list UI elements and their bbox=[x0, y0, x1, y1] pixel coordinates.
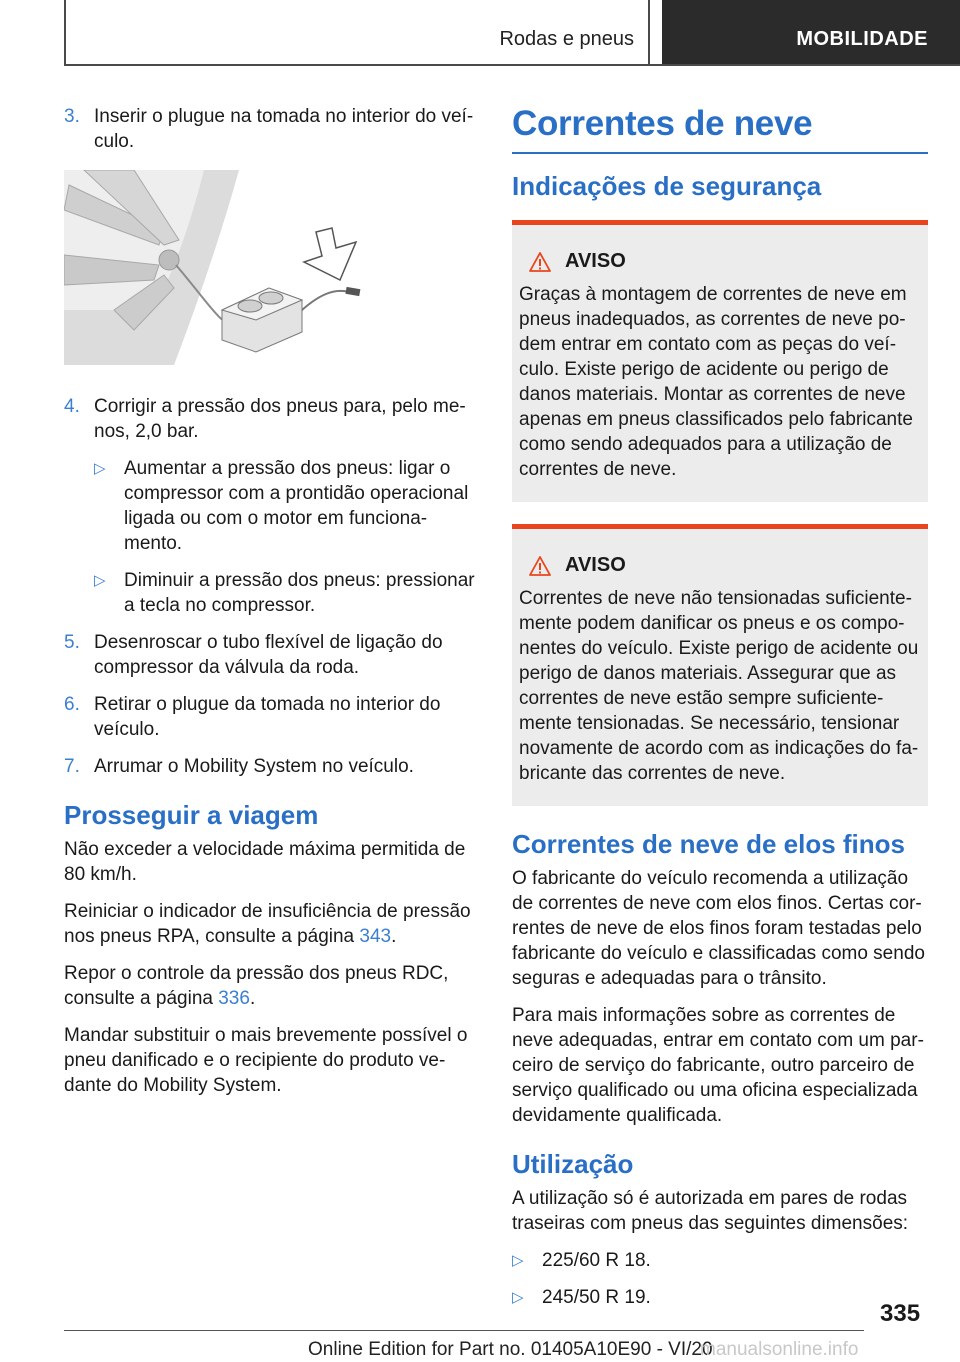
step-text: Corrigir a pressão dos pneus para, pelo menos, 2,0 bar. bbox=[94, 396, 466, 442]
header-divider bbox=[648, 0, 650, 66]
list-item bbox=[512, 1248, 928, 1273]
paragraph-text: Repor o controle da pressão dos pneus RDC, consulte a página bbox=[64, 963, 449, 1009]
paragraph: Não exceder a velocidade máxima permitida de 80 km/h. bbox=[64, 839, 466, 885]
step-text: Desenroscar o tubo flexível de ligação do compressor da válvula da roda. bbox=[94, 632, 443, 678]
title-rule bbox=[512, 152, 928, 154]
step-4-bullets bbox=[94, 456, 476, 618]
step-4 bbox=[64, 394, 476, 444]
triangle-bullet-icon: ▷ bbox=[512, 1252, 524, 1269]
triangle-bullet-icon: ▷ bbox=[94, 572, 106, 589]
footer-rule bbox=[64, 1330, 864, 1331]
watermark: manualsonline.info bbox=[700, 1339, 859, 1360]
warning-title bbox=[519, 553, 920, 578]
paragraph: Mandar substituir o mais brevemente possível o pneu danificado e o recipiente do produto vedante do Mobility System. bbox=[64, 1025, 468, 1096]
triangle-bullet-icon: ▷ bbox=[512, 1289, 524, 1306]
list-item bbox=[94, 568, 476, 618]
step-6 bbox=[64, 692, 476, 742]
use-heading: Utilização bbox=[512, 1149, 634, 1179]
list-item-text: Aumentar a pressão dos pneus: ligar o compressor com a prontidão operacional ligada ou com o motor em funcionamento. bbox=[124, 458, 469, 554]
tire-size: 225/60 R 18. bbox=[542, 1250, 651, 1271]
continue-heading: Prosseguir a viagem bbox=[64, 800, 319, 830]
list-item bbox=[94, 456, 476, 556]
paragraph bbox=[64, 899, 476, 949]
warning-text: Graças à montagem de correntes de neve em pneus inadequados, as correntes de neve podem entrar em contato com as peças do veículo. Existe perigo de acidente ou perigo de danos materiais. Montar as correntes de neve apenas em pneus classificados pelo fabricante como sendo adequados para a utilização de correntes de neve. bbox=[519, 284, 913, 480]
edition-text: Online Edition for Part no. 01405A10E90 - VI/20 bbox=[308, 1339, 713, 1360]
step-number: 5. bbox=[64, 632, 80, 653]
list-item bbox=[512, 1285, 928, 1310]
left-column bbox=[64, 104, 476, 1110]
header-rule bbox=[64, 64, 960, 66]
compressor-illustration bbox=[64, 170, 476, 365]
warning-text: Correntes de neve não tensionadas suficientemente podem danificar os pneus e os componentes do veículo. Existe perigo de acidente ou perigo de danos materiais. Assegurar que as correntes de neve estão sempre suficientemente tensionadas. Se necessário, tensionar novamente de acordo com as indicações do fabricante das correntes de neve. bbox=[519, 588, 919, 784]
step-number: 3. bbox=[64, 106, 80, 127]
step-text: Arrumar o Mobility System no veículo. bbox=[94, 756, 414, 777]
paragraph: O fabricante do veículo recomenda a utilização de correntes de neve com elos finos. Certas correntes de neve de elos finos foram testadas pelo fabricante do veículo e classificadas como sendo seguras e adequadas para o trânsito. bbox=[512, 868, 925, 989]
step-number: 4. bbox=[64, 396, 80, 417]
paragraph: Para mais informações sobre as correntes de neve adequadas, entrar em contato com um parceiro de serviço do fabricante, outro parceiro de serviço qualificado ou uma oficina especializada devidamente qualificada. bbox=[512, 1005, 924, 1126]
triangle-bullet-icon: ▷ bbox=[94, 460, 106, 477]
page-link-336[interactable]: 336 bbox=[218, 988, 250, 1009]
tire-size: 245/50 R 19. bbox=[542, 1287, 651, 1308]
step-3 bbox=[64, 104, 476, 154]
paragraph-text: Reiniciar o indicador de insuficiência de pressão nos pneus RPA, consulte a página bbox=[64, 901, 471, 947]
warning-box-1 bbox=[512, 220, 928, 502]
warning-triangle-icon bbox=[529, 556, 551, 576]
chapter-tab[interactable] bbox=[662, 0, 960, 64]
step-7 bbox=[64, 754, 476, 779]
right-column bbox=[512, 104, 928, 1322]
safety-heading: Indicações de segurança bbox=[512, 171, 822, 201]
punctuation: . bbox=[391, 926, 397, 947]
step-number: 7. bbox=[64, 756, 80, 777]
chapter-tab-label: MOBILIDADE bbox=[796, 28, 928, 50]
page-title: Correntes de neve bbox=[512, 104, 813, 143]
step-text: Inserir o plugue na tomada no interior do veículo. bbox=[94, 106, 474, 152]
warning-triangle-icon bbox=[529, 252, 551, 272]
list-item-text: Diminuir a pressão dos pneus: pressionar a tecla no compressor. bbox=[124, 570, 475, 616]
paragraph bbox=[64, 961, 476, 1011]
warning-label: AVISO bbox=[565, 250, 626, 272]
warning-box-2 bbox=[512, 524, 928, 806]
step-5 bbox=[64, 630, 476, 680]
paragraph: A utilização só é autorizada em pares de rodas traseiras com pneus das seguintes dimensões: bbox=[512, 1188, 909, 1234]
fine-chains-heading: Correntes de neve de elos finos bbox=[512, 829, 906, 859]
step-number: 6. bbox=[64, 694, 80, 715]
section-title: Rodas e pneus bbox=[499, 28, 634, 50]
step-text: Retirar o plugue da tomada no interior do veículo. bbox=[94, 694, 441, 740]
warning-label: AVISO bbox=[565, 554, 626, 576]
page-link-343[interactable]: 343 bbox=[359, 926, 392, 947]
punctuation: . bbox=[249, 988, 256, 1009]
warning-title bbox=[519, 249, 920, 274]
page-number: 335 bbox=[880, 1300, 921, 1327]
header-left-border bbox=[64, 0, 66, 66]
